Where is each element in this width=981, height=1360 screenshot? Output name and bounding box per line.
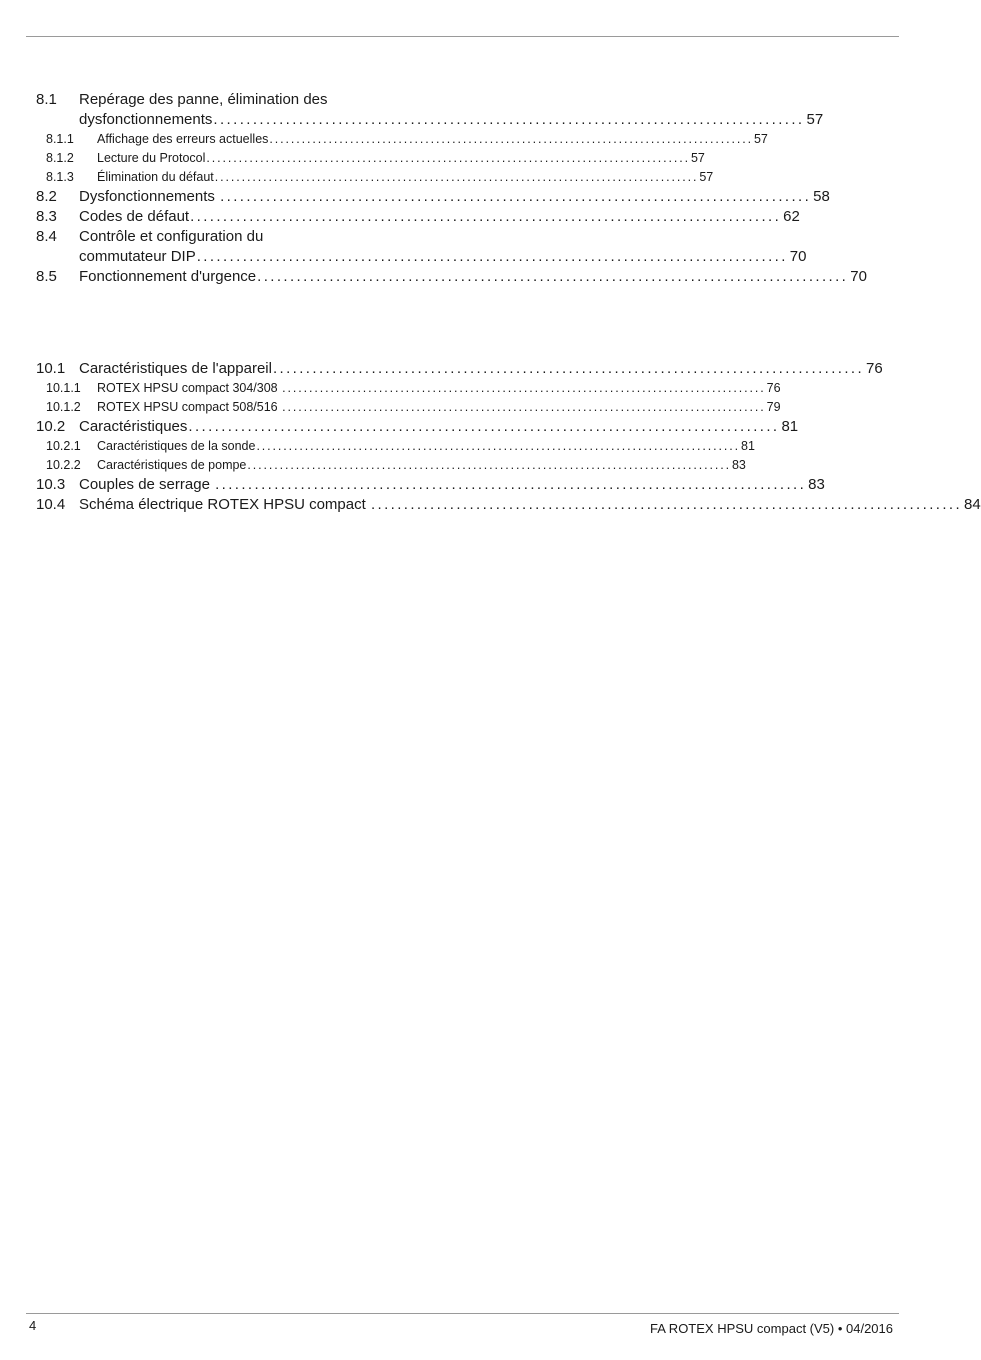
toc-entry-title: Couples de serrage bbox=[79, 476, 215, 493]
toc-subentry[interactable] bbox=[36, 437, 755, 456]
dot-leader: .......................................................................................... bbox=[282, 400, 766, 414]
toc-subentry[interactable] bbox=[36, 379, 781, 398]
dot-leader: .......................................................................................... bbox=[215, 476, 807, 493]
toc-entry-number: 10.4 bbox=[36, 496, 66, 513]
dot-leader: .......................................................................................... bbox=[188, 418, 780, 435]
toc-entry-number: 10.1 bbox=[36, 360, 66, 377]
toc-entry-title-first-line: Repérage des panne, élimination des bbox=[79, 91, 328, 108]
toc-entry[interactable] bbox=[36, 90, 824, 130]
toc-entry-number: 8.1.1 bbox=[46, 132, 74, 146]
toc-entry-title: Caractéristiques de pompe bbox=[97, 458, 247, 472]
toc-entry[interactable] bbox=[36, 227, 807, 267]
toc-entry-number: 10.2.2 bbox=[46, 458, 81, 472]
toc-entry[interactable] bbox=[36, 267, 867, 287]
dot-leader: .......................................................................................... bbox=[256, 439, 740, 453]
toc-entry[interactable] bbox=[36, 495, 981, 515]
dot-leader: .......................................................................................... bbox=[269, 132, 753, 146]
toc-entry-title: ROTEX HPSU compact 304/308 bbox=[97, 381, 282, 395]
toc-entry-title: Affichage des erreurs actuelles bbox=[97, 132, 269, 146]
toc-entry-title: Fonctionnement d'urgence bbox=[79, 268, 257, 285]
toc-entry-number: 10.2.1 bbox=[46, 439, 81, 453]
footer-document-title: FA ROTEX HPSU compact (V5) • 04/2016 bbox=[650, 1321, 893, 1336]
dot-leader: .......................................................................................... bbox=[196, 248, 788, 265]
toc-page-number: 70 bbox=[789, 248, 807, 265]
toc-entry-title: Caractéristiques de la sonde bbox=[97, 439, 256, 453]
toc-entry-number: 8.1 bbox=[36, 91, 57, 108]
toc-entry-title: Caractéristiques bbox=[79, 418, 188, 435]
dot-leader: .......................................................................................... bbox=[220, 188, 812, 205]
dot-leader: .......................................................................................... bbox=[247, 458, 731, 472]
toc-entry-number: 8.2 bbox=[36, 188, 57, 205]
toc-entry-number: 8.5 bbox=[36, 268, 57, 285]
toc-entry-title: dysfonctionnements bbox=[79, 111, 213, 128]
toc-page-number: 81 bbox=[741, 439, 755, 453]
toc-entry-number: 10.1.1 bbox=[46, 381, 81, 395]
toc-entry-title: Dysfonctionnements bbox=[79, 188, 220, 205]
toc-page-number: 57 bbox=[699, 170, 714, 184]
toc-page-number: 57 bbox=[690, 151, 705, 165]
dot-leader: .......................................................................................... bbox=[214, 170, 699, 184]
toc-page-number: 76 bbox=[766, 381, 781, 395]
toc-entry-title: ROTEX HPSU compact 508/516 bbox=[97, 400, 282, 414]
toc-page-number: 83 bbox=[808, 476, 825, 493]
toc-section-10 bbox=[36, 359, 981, 515]
toc-page-number: 79 bbox=[766, 400, 781, 414]
toc-subentry[interactable] bbox=[36, 398, 781, 417]
toc-entry-number: 8.1.2 bbox=[46, 151, 74, 165]
toc-section-8 bbox=[36, 90, 867, 287]
toc-entry[interactable] bbox=[36, 475, 825, 495]
toc-entry-number: 10.3 bbox=[36, 476, 66, 493]
toc-page-number: 57 bbox=[753, 132, 768, 146]
dot-leader: .......................................................................................... bbox=[272, 360, 865, 377]
toc-page-number: 81 bbox=[781, 418, 799, 435]
toc-page-number: 57 bbox=[806, 111, 824, 128]
dot-leader: .......................................................................................... bbox=[282, 381, 766, 395]
toc-entry-number: 8.4 bbox=[36, 228, 57, 245]
toc-entry-number: 10.2 bbox=[36, 418, 66, 435]
toc-entry-title: Caractéristiques de l'appareil bbox=[79, 360, 272, 377]
toc-page-number: 58 bbox=[813, 188, 830, 205]
toc-subentry[interactable] bbox=[36, 456, 746, 475]
toc-entry-number: 10.1.2 bbox=[46, 400, 81, 414]
toc-entry[interactable] bbox=[36, 359, 883, 379]
toc-page-number: 62 bbox=[783, 208, 800, 225]
footer-page-number: 4 bbox=[29, 1318, 37, 1333]
footer-rule bbox=[26, 1313, 899, 1314]
toc-page-number: 83 bbox=[731, 458, 746, 472]
toc-subentry[interactable] bbox=[36, 149, 705, 168]
toc-entry-number: 8.1.3 bbox=[46, 170, 74, 184]
toc-subentry[interactable] bbox=[36, 168, 714, 187]
toc-entry-title-first-line: Contrôle et configuration du bbox=[79, 228, 264, 245]
toc-entry-title: Lecture du Protocol bbox=[97, 151, 206, 165]
dot-leader: .......................................................................................... bbox=[206, 151, 690, 165]
toc-entry[interactable] bbox=[36, 207, 800, 227]
toc-entry[interactable] bbox=[36, 417, 799, 437]
toc-page-number: 70 bbox=[850, 268, 867, 285]
toc-entry-title: Codes de défaut bbox=[79, 208, 190, 225]
header-rule bbox=[26, 36, 899, 37]
toc-subentry[interactable] bbox=[36, 130, 768, 149]
dot-leader: .......................................................................................... bbox=[257, 268, 849, 285]
dot-leader: .......................................................................................... bbox=[213, 111, 805, 128]
toc-entry-title: Élimination du défaut bbox=[97, 170, 214, 184]
toc-entry-title: Schéma électrique ROTEX HPSU compact bbox=[79, 496, 370, 513]
dot-leader: .......................................................................................... bbox=[370, 496, 963, 513]
dot-leader: .......................................................................................... bbox=[190, 208, 782, 225]
toc-page-number: 84 bbox=[964, 496, 981, 513]
toc-entry-number: 8.3 bbox=[36, 208, 57, 225]
toc-entry-title: commutateur DIP bbox=[79, 248, 196, 265]
toc-page-number: 76 bbox=[866, 360, 883, 377]
toc-entry[interactable] bbox=[36, 187, 830, 207]
